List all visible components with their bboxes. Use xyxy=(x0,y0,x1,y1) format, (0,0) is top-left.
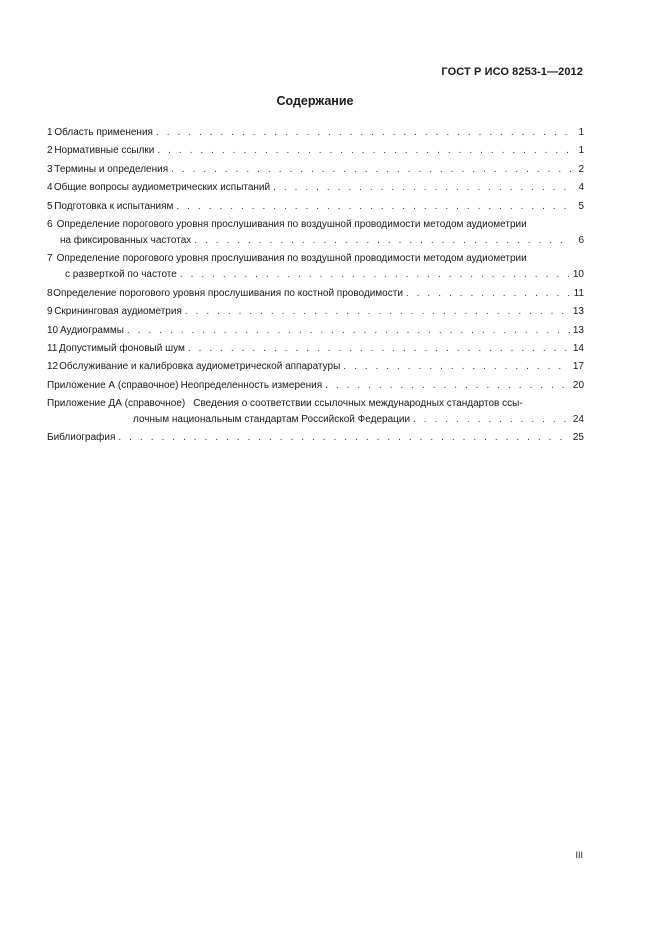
page-number: III xyxy=(575,850,583,860)
toc-entry-title: Определение порогового уровня прослушивания по воздушной проводимости методом аудиометрии xyxy=(56,253,527,265)
dot-leader xyxy=(156,125,571,141)
toc-bibliography[interactable] xyxy=(47,430,584,446)
dot-leader xyxy=(194,233,571,249)
dot-leader xyxy=(343,359,570,375)
toc-entry-page: 13 xyxy=(572,306,584,318)
toc-entry-title: Определение порогового уровня прослушивания по костной проводимости xyxy=(53,287,403,299)
toc-entry-page: 24 xyxy=(572,414,584,426)
dot-leader xyxy=(176,199,571,215)
toc-entry-number: 12 xyxy=(47,361,59,373)
toc-entry-page: 4 xyxy=(578,182,584,194)
toc-entry-10[interactable] xyxy=(47,323,584,339)
toc-entry-2[interactable] xyxy=(47,143,584,159)
toc-entry-9[interactable] xyxy=(47,304,584,320)
toc-entry-6[interactable] xyxy=(47,217,584,249)
toc-entry-title: Подготовка к испытаниям xyxy=(54,200,174,212)
toc-entry-title: Допустимый фоновый шум xyxy=(59,342,185,354)
bibliography-title: Библиография xyxy=(47,432,116,444)
toc-entry-12[interactable] xyxy=(47,359,584,375)
toc-entry-page: 5 xyxy=(578,200,584,212)
toc-annex-da[interactable] xyxy=(47,396,584,428)
toc-entry-number: 10 xyxy=(47,324,59,336)
toc-entry-number: 5 xyxy=(47,200,53,212)
annex-title-continued: лочным национальным стандартам Российской Федерации xyxy=(133,414,411,426)
dot-leader xyxy=(185,304,570,320)
dot-leader xyxy=(171,162,571,178)
toc-entry-page: 17 xyxy=(572,361,584,373)
toc-entry-title: Нормативные ссылки xyxy=(54,145,155,157)
document-code: ГОСТ Р ИСО 8253-1—2012 xyxy=(441,66,583,78)
table-of-contents xyxy=(47,125,584,449)
toc-entry-11[interactable] xyxy=(47,341,584,357)
toc-entry-page: 25 xyxy=(572,432,584,444)
dot-leader xyxy=(157,143,571,159)
annex-label: Приложение А (справочное) xyxy=(47,379,179,391)
toc-entry-title: Скрининговая аудиометрия xyxy=(54,306,182,318)
toc-title: Содержание xyxy=(276,94,354,108)
toc-entry-page: 14 xyxy=(572,342,584,354)
toc-entry-number: 1 xyxy=(47,127,53,138)
toc-entry-number: 4 xyxy=(47,182,53,194)
dot-leader xyxy=(118,430,569,446)
toc-entry-number: 11 xyxy=(47,342,58,354)
annex-title: Сведения о соответствии ссылочных международных стандартов ссы- xyxy=(193,398,523,410)
toc-entry-number: 6 xyxy=(47,218,53,230)
toc-entry-page: 1 xyxy=(578,127,584,138)
dot-leader xyxy=(127,323,570,339)
toc-entry-page: 20 xyxy=(572,379,585,391)
toc-entry-5[interactable] xyxy=(47,199,584,215)
toc-entry-7[interactable] xyxy=(47,251,584,283)
toc-entry-number: 3 xyxy=(47,163,53,175)
annex-label: Приложение ДА (справочное) xyxy=(47,398,186,410)
toc-entry-number: 7 xyxy=(47,253,53,265)
toc-entry-4[interactable] xyxy=(47,180,584,196)
toc-entry-number: 8 xyxy=(47,287,53,299)
toc-entry-page: 10 xyxy=(572,269,584,281)
dot-leader xyxy=(325,378,570,394)
dot-leader xyxy=(180,267,570,283)
toc-entry-title: Определение порогового уровня прослушивания по воздушной проводимости методом аудиометрии xyxy=(56,218,527,230)
toc-entry-page: 11 xyxy=(573,287,584,299)
toc-entry-title: Аудиограммы xyxy=(60,324,124,336)
dot-leader xyxy=(273,180,571,196)
toc-entry-page: 6 xyxy=(578,234,584,246)
toc-entry-title: Термины и определения xyxy=(54,163,169,175)
dot-leader xyxy=(406,286,571,302)
toc-entry-number: 9 xyxy=(47,306,53,318)
toc-entry-title: Область применения xyxy=(54,127,153,138)
toc-entry-page: 1 xyxy=(578,145,584,157)
toc-annex-a[interactable] xyxy=(47,378,584,394)
toc-entry-title-continued: на фиксированных частотах xyxy=(60,234,192,246)
toc-entry-title: Обслуживание и калибровка аудиометрической аппаратуры xyxy=(59,361,341,373)
annex-title: Неопределенность измерения xyxy=(180,379,323,391)
toc-entry-3[interactable] xyxy=(47,162,584,178)
toc-entry-page: 2 xyxy=(578,163,584,175)
dot-leader xyxy=(413,412,570,428)
toc-entry-number: 2 xyxy=(47,145,53,157)
dot-leader xyxy=(188,341,570,357)
toc-entry-title: Общие вопросы аудиометрических испытаний xyxy=(53,182,271,194)
toc-entry-title-continued: с разверткой по частоте xyxy=(65,269,177,281)
toc-entry-page: 13 xyxy=(572,324,584,336)
toc-entry-1[interactable] xyxy=(47,125,584,141)
toc-entry-8[interactable] xyxy=(47,286,584,302)
